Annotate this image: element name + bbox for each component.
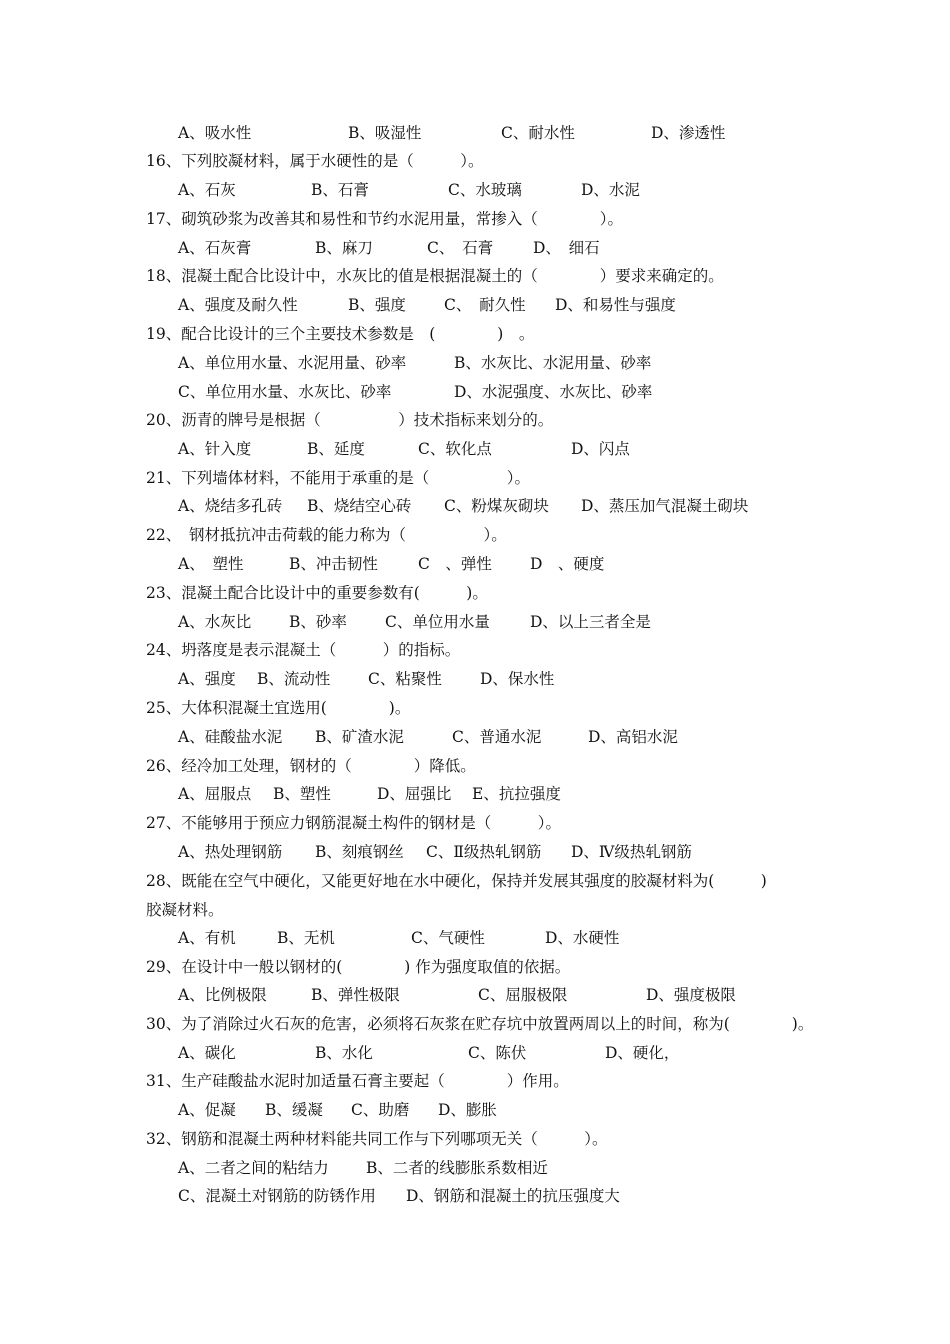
question-text: 22、 钢材抵抗冲击荷载的能力称为（ ）。	[146, 526, 507, 544]
answer-option: B、砂率	[289, 613, 347, 631]
answer-option: A、单位用水量、水泥用量、砂率	[178, 354, 407, 372]
question-text: 24、坍落度是表示混凝土（ ）的指标。	[146, 641, 461, 659]
answer-option: B、无机	[277, 929, 335, 947]
answer-option: D、 细石	[533, 239, 600, 257]
answer-option: B、石膏	[311, 181, 369, 199]
question-text: 26、经冷加工处理，钢材的（ ）降低。	[146, 757, 476, 775]
question-text: 16、下列胶凝材料，属于水硬性的是（ ）。	[146, 152, 484, 170]
answer-option: D、水泥强度、水灰比、砂率	[454, 383, 653, 401]
answer-option: A、屈服点	[178, 785, 252, 803]
answer-option: B、水化	[315, 1044, 373, 1062]
answer-option: D、闪点	[571, 440, 630, 458]
answer-option: C、粘聚性	[368, 670, 442, 688]
answer-option: B、延度	[307, 440, 365, 458]
answer-option: A、有机	[178, 929, 236, 947]
answer-option: B、麻刀	[315, 239, 373, 257]
answer-option: C、水玻璃	[448, 181, 522, 199]
question-text: 27、不能够用于预应力钢筋混凝土构件的钢材是（ ）。	[146, 814, 561, 832]
answer-option: A、硅酸盐水泥	[178, 728, 283, 746]
answer-option: A、 塑性	[178, 555, 244, 573]
answer-option: D、Ⅳ级热轧钢筋	[571, 843, 692, 861]
answer-option: E、抗拉强度	[472, 785, 561, 803]
answer-option: C、耐水性	[501, 124, 575, 142]
answer-option: C、 石膏	[427, 239, 494, 257]
answer-option: C、粉煤灰砌块	[444, 497, 549, 515]
answer-option: A、强度及耐久性	[178, 296, 298, 314]
answer-option: B、弹性极限	[311, 986, 400, 1004]
answer-option: C、屈服极限	[478, 986, 568, 1004]
answer-option: D 、硬度	[530, 555, 605, 573]
answer-option: A、二者之间的粘结力	[178, 1159, 329, 1177]
answer-option: B、缓凝	[265, 1101, 323, 1119]
answer-option: C、单位用水量、水灰比、砂率	[178, 383, 392, 401]
answer-option: A、吸水性	[178, 124, 252, 142]
answer-option: A、石灰膏	[178, 239, 252, 257]
answer-option: A、热处理钢筋	[178, 843, 283, 861]
answer-option: D、高铝水泥	[588, 728, 678, 746]
answer-option: B、吸湿性	[348, 124, 422, 142]
question-text: 30、为了消除过火石灰的危害，必须将石灰浆在贮存坑中放置两周以上的时间，称为( )。	[146, 1015, 814, 1033]
answer-option: D、水硬性	[545, 929, 620, 947]
answer-option: D、硬化，	[605, 1044, 680, 1062]
question-continuation: 胶凝材料。	[146, 901, 224, 919]
answer-option: B、二者的线膨胀系数相近	[366, 1159, 548, 1177]
answer-option: B、强度	[348, 296, 406, 314]
question-text: 21、下列墙体材料，不能用于承重的是（ ）。	[146, 469, 530, 487]
answer-option: C、陈伏	[468, 1044, 527, 1062]
answer-option: B、烧结空心砖	[307, 497, 412, 515]
answer-option: A、水灰比	[178, 613, 252, 631]
answer-option: A、促凝	[178, 1101, 236, 1119]
question-text: 28、既能在空气中硬化，又能更好地在水中硬化，保持并发展其强度的胶凝材料为( )	[146, 872, 767, 890]
question-text: 17、砌筑砂浆为改善其和易性和节约水泥用量，常掺入（ ）。	[146, 210, 623, 228]
answer-option: A、碳化	[178, 1044, 236, 1062]
question-text: 18、混凝土配合比设计中，水灰比的值是根据混凝土的（ ）要求来确定的。	[146, 267, 724, 285]
answer-option: C、普通水泥	[452, 728, 542, 746]
answer-option: A、烧结多孔砖	[178, 497, 283, 515]
answer-option: B、冲击韧性	[289, 555, 378, 573]
answer-option: D、膨胀	[438, 1101, 497, 1119]
answer-option: D、钢筋和混凝土的抗压强度大	[406, 1187, 620, 1205]
answer-option: D、水泥	[581, 181, 640, 199]
question-text: 25、大体积混凝土宜选用( )。	[146, 699, 411, 717]
answer-option: C、单位用水量	[385, 613, 490, 631]
answer-option: C、软化点	[418, 440, 492, 458]
answer-option: C、Ⅱ级热轧钢筋	[426, 843, 542, 861]
answer-option: D、渗透性	[651, 124, 726, 142]
answer-option: A、强度	[178, 670, 236, 688]
answer-option: D、强度极限	[646, 986, 736, 1004]
answer-option: B、刻痕钢丝	[315, 843, 404, 861]
answer-option: B、塑性	[273, 785, 331, 803]
answer-option: A、针入度	[178, 440, 252, 458]
answer-option: A、石灰	[178, 181, 236, 199]
answer-option: C、混凝土对钢筋的防锈作用	[178, 1187, 376, 1205]
answer-option: D、保水性	[480, 670, 555, 688]
question-text: 19、配合比设计的三个主要技术参数是 ( ) 。	[146, 325, 535, 343]
answer-option: C、助磨	[351, 1101, 410, 1119]
question-text: 29、在设计中一般以钢材的( ) 作为强度取值的依据。	[146, 958, 571, 976]
question-text: 23、混凝土配合比设计中的重要参数有( )。	[146, 584, 488, 602]
answer-option: C、气硬性	[411, 929, 485, 947]
answer-option: C 、弹性	[418, 555, 492, 573]
question-text: 32、钢筋和混凝土两种材料能共同工作与下列哪项无关（ ）。	[146, 1130, 608, 1148]
answer-option: D、屈强比	[377, 785, 452, 803]
answer-option: D、和易性与强度	[555, 296, 676, 314]
answer-option: A、比例极限	[178, 986, 267, 1004]
question-text: 20、沥青的牌号是根据（ ）技术指标来划分的。	[146, 411, 554, 429]
answer-option: B、矿渣水泥	[315, 728, 404, 746]
answer-option: D、蒸压加气混凝土砌块	[581, 497, 749, 515]
question-text: 31、生产硅酸盐水泥时加适量石膏主要起（ ）作用。	[146, 1072, 569, 1090]
answer-option: D、以上三者全是	[530, 613, 651, 631]
answer-option: B、流动性	[257, 670, 331, 688]
answer-option: C、 耐久性	[444, 296, 526, 314]
answer-option: B、水灰比、水泥用量、砂率	[454, 354, 652, 372]
